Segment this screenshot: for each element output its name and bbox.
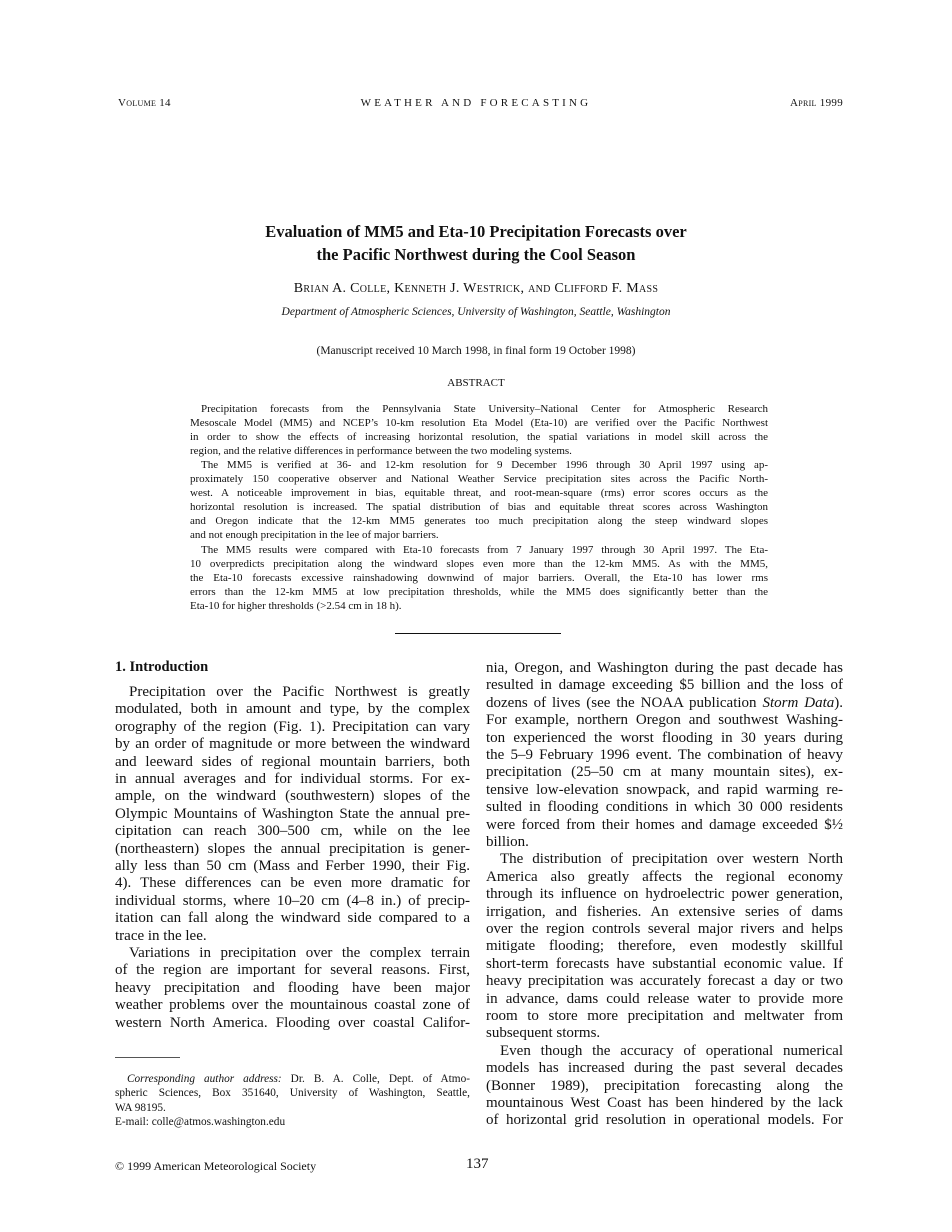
line-text: Dr. B. A. Colle, Dept. of Atmo-: [281, 1073, 470, 1085]
text-line: [115, 806, 470, 823]
line-text: dozens of lives (see the NOAA publication: [486, 694, 763, 711]
line-text: ton experienced the worst flooding in 30 years during: [486, 729, 843, 746]
text-line: [115, 841, 470, 858]
text-line: [486, 851, 843, 868]
manuscript-dates: (Manuscript received 10 March 1998, in final form 19 October 1998): [316, 345, 636, 357]
line-text: (northeastern) slopes the annual precipitation is gener-: [115, 840, 470, 857]
line-text: The MM5 is verified at 36- and 12-km resolution for 9 December 1996 through 30 April 1997 using ap-: [201, 459, 768, 472]
line-text: spheric Sciences, Box 351640, University of Washington, Seattle,: [115, 1087, 470, 1100]
line-text: of the region are important for several reasons. First,: [115, 962, 470, 979]
line-text: (Bonner 1989), precipitation forecasting along the: [486, 1077, 843, 1094]
line-text: and leeward sides of regional mountain barriers, both: [115, 753, 470, 770]
text-line: [115, 719, 470, 736]
text-line: [486, 782, 843, 799]
page-number: 137: [466, 1156, 489, 1172]
line-text: western North America. Flooding over coastal Califor-: [115, 1014, 470, 1031]
footnote-rule: [115, 1057, 180, 1058]
text-line: [486, 764, 843, 781]
text-line: [115, 858, 470, 875]
text-line: [115, 928, 470, 945]
text-line: [486, 921, 843, 938]
abstract-line: [190, 585, 768, 599]
abstract-line: [190, 599, 768, 613]
line-text: in advance, dams could release water to provide more: [486, 990, 843, 1007]
text-line: [486, 904, 843, 921]
footnote-line: [115, 1086, 470, 1100]
line-text: subsequent storms.: [486, 1025, 601, 1042]
title-line-2: the Pacific Northwest during the Cool Season: [316, 245, 636, 264]
text-line: [115, 684, 470, 701]
line-text: billion.: [486, 834, 529, 850]
text-line: [115, 1015, 470, 1032]
line-text: irrigation, and fisheries. An extensive series of dams: [486, 903, 843, 920]
line-text: Olympic Mountains of Washington State the annual pre-: [115, 805, 470, 822]
line-text: 4). These differences can be even more dramatic for: [115, 875, 470, 892]
line-text: itation can fall along the windward side compared to a: [115, 910, 470, 927]
line-text: sulted in flooding conditions in which 30 000 residents: [486, 799, 843, 816]
line-text: and Oregon indicate that the 12-km MM5 generates too much precipitation along the steep windward slopes: [190, 515, 768, 528]
text-line: [115, 788, 470, 805]
footnote-line: [115, 1072, 470, 1086]
abstract-line: [190, 571, 768, 585]
abstract-line: [190, 402, 768, 416]
line-text: Mesoscale Model (MM5) and NCEP’s 10-km resolution Eta Model (Eta-10) are verified over the Pacific Northwest: [190, 417, 768, 430]
text-line: [486, 1095, 843, 1112]
text-line: [486, 1043, 843, 1060]
line-text: trace in the lee.: [115, 927, 207, 944]
line-text: ample, on the windward (southwestern) slopes of the: [115, 788, 470, 805]
text-line: [115, 997, 470, 1014]
line-text: resulted in damage exceeding $5 billion and the loss of: [486, 677, 843, 694]
text-line: [486, 660, 843, 677]
line-text: Variations in precipitation over the complex terrain: [129, 945, 470, 961]
text-line: [115, 875, 470, 892]
text-line: [486, 712, 843, 729]
footnote-line: [115, 1101, 470, 1115]
line-text: modulated, both in amount and type, by the complex: [115, 701, 470, 718]
line-text: mitigate flooding; therefore, even modestly skillful: [486, 938, 843, 955]
line-text: WA 98195.: [115, 1101, 166, 1114]
abstract-heading: ABSTRACT: [447, 377, 505, 389]
section-heading: 1. Introduction: [115, 659, 209, 675]
line-text: Eta-10 for higher thresholds (>2.54 cm in 18 h).: [190, 599, 402, 612]
text-line: [486, 991, 843, 1008]
text-line: [115, 754, 470, 771]
line-text: Even though the accuracy of operational numerical: [500, 1042, 843, 1059]
abstract-line: [190, 514, 768, 528]
line-text: by an order of magnitude or more between the windward: [115, 736, 470, 753]
line-text: short-term forecasts have substantial economic value. If: [486, 955, 843, 972]
text-line: [115, 893, 470, 910]
line-text: For example, northern Oregon and southwest Washing-: [486, 712, 843, 729]
text-line: [115, 945, 470, 962]
text-line: [486, 799, 843, 816]
line-text: region, and the relative differences in performance between the two modeling systems.: [190, 445, 572, 458]
line-text: models has increased during the past several decades: [486, 1060, 843, 1077]
line-text: in annual averages and for individual storms. For ex-: [115, 771, 470, 787]
text-line: [486, 834, 843, 851]
line-text: The MM5 results were compared with Eta-10 forecasts from 7 January 1997 through 30 April 1997. The Eta-: [201, 543, 768, 556]
abstract-line: [190, 557, 768, 571]
line-text: precipitation (25–50 cm at many mountain sites), ex-: [486, 764, 843, 781]
section-divider: [395, 633, 561, 634]
line-text: individual storms, where 10–20 cm (4–8 in.) of precip-: [115, 892, 470, 909]
authors: Brian A. Colle, Kenneth J. Westrick, and Clifford F. Mass: [293, 281, 659, 296]
line-text: west. A noticeable improvement in bias, equitable threat, and root-mean-square (rms) error scores occurs as the: [190, 487, 768, 500]
text-line: [115, 823, 470, 840]
text-line: [486, 817, 843, 834]
text-line: [486, 677, 843, 694]
title-line-1: Evaluation of MM5 and Eta-10 Precipitation Forecasts over: [265, 222, 687, 241]
line-text: over the region controls several major rivers and helps: [486, 921, 843, 937]
affiliation: Department of Atmospheric Sciences, University of Washington, Seattle, Washington: [281, 306, 671, 318]
line-text: 10 overpredicts precipitation along the windward slopes even more than the 12-km MM5. As with the MM5,: [190, 557, 768, 570]
line-text: the Eta-10 forecasts excessive rainshadowing downwind of major barriers. Overall, the Eta-10 has lower rms: [190, 571, 768, 584]
text-line: [486, 869, 843, 886]
line-text: The distribution of precipitation over western North: [500, 851, 843, 868]
text-line: [486, 747, 843, 764]
line-text: in order to show the effects of increasing horizontal resolution, the spatial variations in model skill across the: [190, 431, 768, 444]
text-line: [486, 1060, 843, 1077]
italic-text: Corresponding author address:: [127, 1073, 282, 1085]
text-line: [486, 973, 843, 990]
text-line: [486, 695, 843, 712]
text-line: [115, 962, 470, 979]
text-line: [115, 701, 470, 718]
line-text: E-mail: colle@atmos.washington.edu: [115, 1116, 286, 1129]
footnote-line: [115, 1115, 470, 1129]
line-text: tensive low-elevation snowpack, and rapid warming re-: [486, 781, 843, 798]
line-text: the 5–9 February 1996 event. The combination of heavy: [486, 747, 843, 763]
abstract-line: [190, 444, 768, 458]
abstract-line: [190, 486, 768, 500]
line-text: mountainous West Coast has been hindered by the lack: [486, 1095, 843, 1111]
abstract-line: [190, 500, 768, 514]
line-text: room to store more precipitation and meltwater from: [486, 1008, 843, 1024]
text-line: [115, 980, 470, 997]
text-line: [486, 1025, 843, 1042]
line-text: of horizontal grid resolution in operational models. For: [486, 1112, 843, 1129]
line-text: horizontal resolution is increased. The spatial distribution of bias and equitable threat scores across Washington: [190, 501, 768, 514]
copyright: © 1999 American Meteorological Society: [115, 1159, 317, 1173]
text-line: [115, 771, 470, 788]
abstract-line: [190, 528, 768, 542]
line-text: America also greatly affects the regional economy: [486, 868, 843, 885]
line-text: orography of the region (Fig. 1). Precipitation can vary: [115, 718, 470, 735]
volume-label: Volume 14: [118, 97, 171, 109]
text-line: [486, 1008, 843, 1025]
line-text: cipitation can reach 300–500 cm, while on the lee: [115, 823, 470, 840]
abstract-line: [190, 472, 768, 486]
text-line: [115, 910, 470, 927]
issue-date: April 1999: [789, 97, 843, 109]
abstract-line: [190, 543, 768, 557]
line-text: proximately 150 cooperative observer and National Weather Service precipitation sites across the Pacific North-: [190, 473, 768, 486]
line-text: heavy precipitation and flooding have been major: [115, 979, 470, 996]
journal-name: WEATHER AND FORECASTING: [360, 97, 592, 109]
line-text: errors than the 12-km MM5 at low precipitation thresholds, while the MM5 does significantly better than the: [190, 585, 768, 598]
line-text: and not enough precipitation in the lee of major barriers.: [190, 529, 439, 542]
abstract-line: [190, 458, 768, 472]
text-line: [486, 1078, 843, 1095]
text-line: [486, 886, 843, 903]
text-line: [115, 736, 470, 753]
line-text: through its influence on hydroelectric power generation,: [486, 886, 843, 903]
text-line: [486, 938, 843, 955]
text-line: [486, 1112, 843, 1129]
text-line: [486, 956, 843, 973]
abstract-line: [190, 416, 768, 430]
line-text: nia, Oregon, and Washington during the past decade has: [486, 660, 843, 676]
line-text: weather problems over the mountainous coastal zone of: [115, 997, 470, 1014]
line-text: Precipitation forecasts from the Pennsylvania State University–National Center for Atmospheric Research: [201, 403, 768, 415]
line-text: Precipitation over the Pacific Northwest is greatly: [129, 684, 470, 700]
text-line: [486, 730, 843, 747]
line-text: heavy precipitation was accurately forecast a day or two: [486, 973, 843, 990]
abstract-line: [190, 430, 768, 444]
line-text: ).: [834, 694, 843, 711]
italic-text: Storm Data: [762, 694, 835, 711]
line-text: ally less than 50 cm (Mass and Ferber 1990, their Fig.: [115, 858, 470, 874]
line-text: were forced from their homes and damage exceeded $½: [486, 816, 843, 833]
